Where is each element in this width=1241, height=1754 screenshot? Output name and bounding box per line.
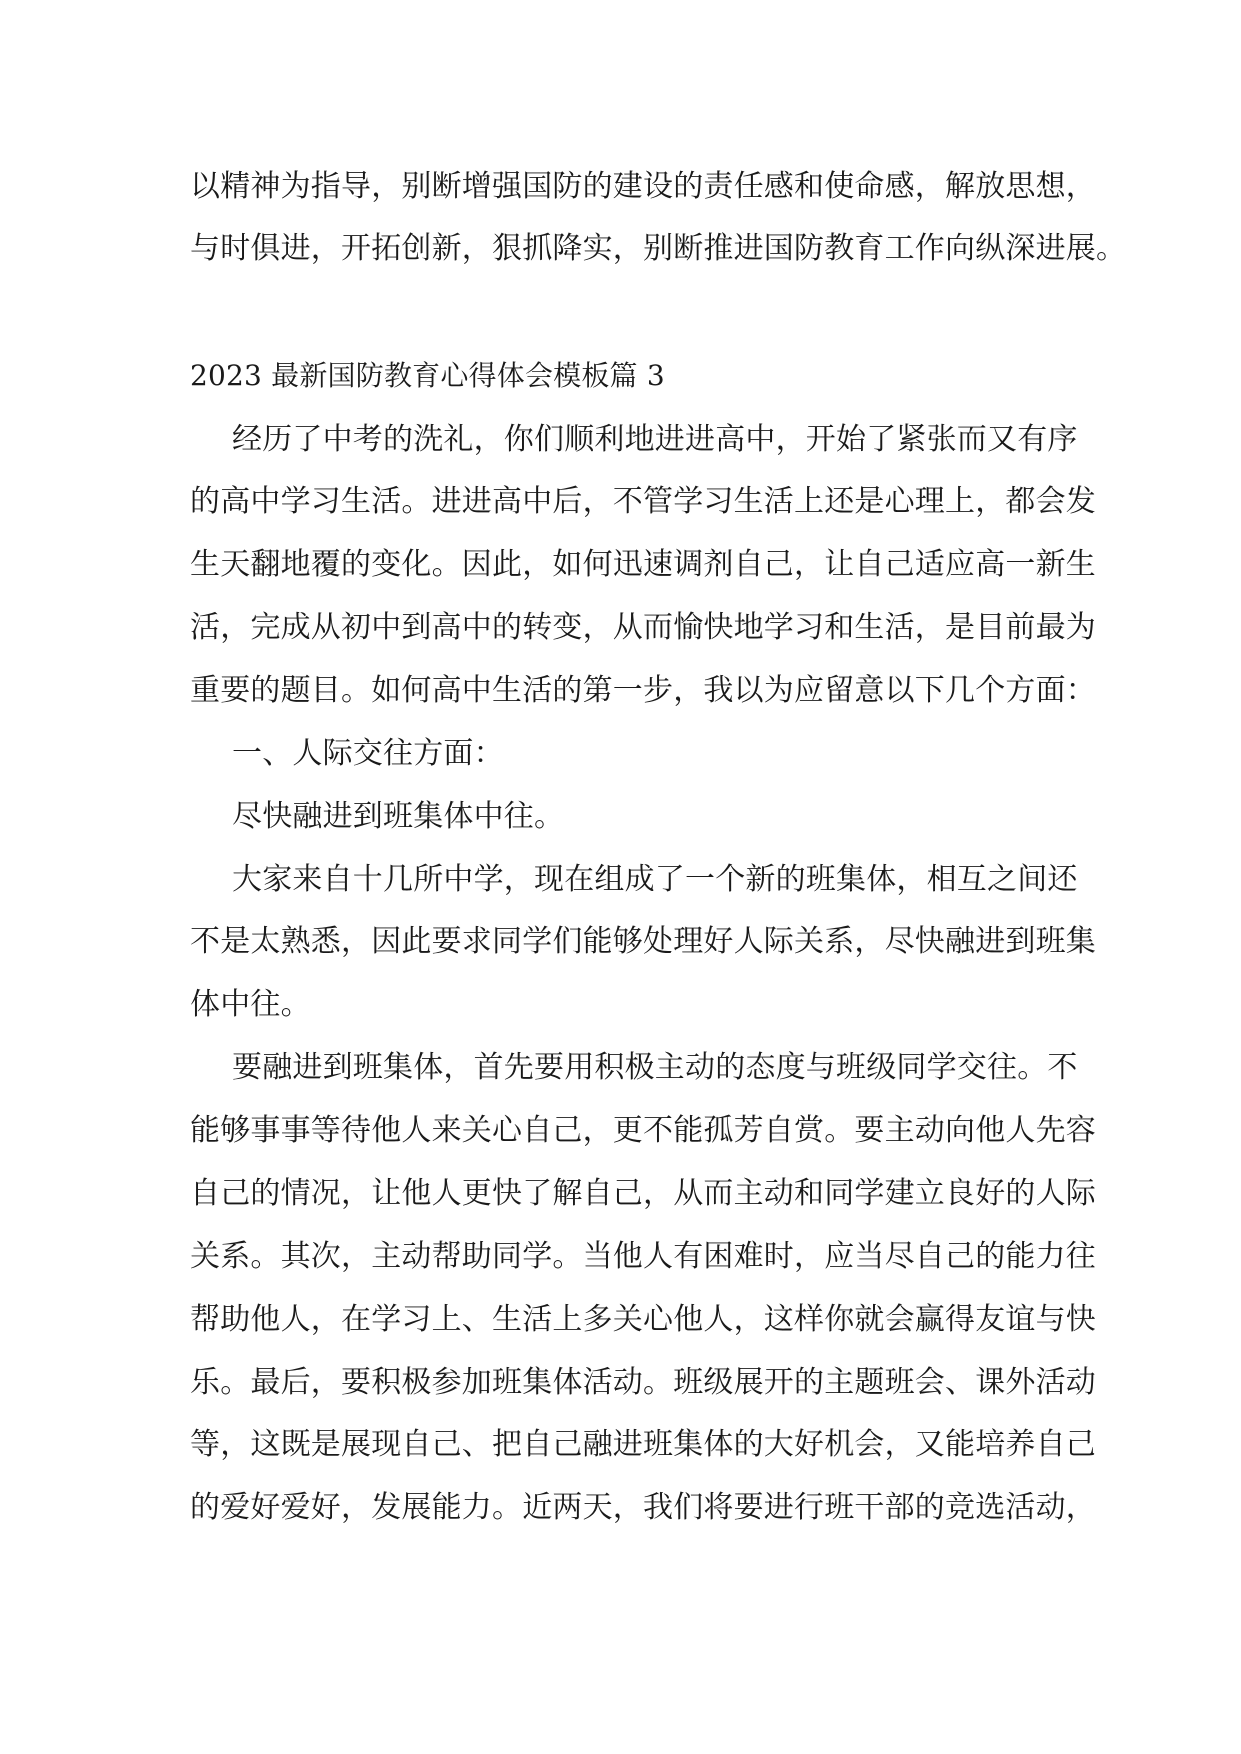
paragraph-line: 不是太熟悉，因此要求同学们能够处理好人际关系，尽快融进到班集 — [190, 924, 1096, 959]
subsection-subheading: 尽快融进到班集体中往。 — [232, 799, 565, 834]
paragraph-line: 体中往。 — [190, 987, 311, 1022]
subsection-heading: 一、人际交往方面： — [232, 736, 504, 771]
paragraph-line: 要融进到班集体，首先要用积极主动的态度与班级同学交往。不 — [232, 1050, 1078, 1085]
paragraph-line: 生天翻地覆的变化。因此，如何迅速调剂自己，让自己适应高一新生 — [190, 547, 1096, 582]
paragraph-line: 的爱好爱好，发展能力。近两天，我们将要进行班干部的竞选活动， — [190, 1490, 1096, 1525]
intro-line-2: 与时俱进，开拓创新，狠抓降实，别断推进国防教育工作向纵深进展。 — [190, 231, 1127, 266]
paragraph-line: 等，这既是展现自己、把自己融进班集体的大好机会，又能培养自己 — [190, 1427, 1096, 1462]
paragraph-line: 关系。其次，主动帮助同学。当他人有困难时，应当尽自己的能力往 — [190, 1239, 1096, 1274]
paragraph-line: 能够事事等待他人来关心自己，更不能孤芳自赏。要主动向他人先容 — [190, 1113, 1096, 1148]
paragraph-line: 经历了中考的洗礼，你们顺利地进进高中，开始了紧张而又有序 — [232, 422, 1078, 457]
section-title: 2023 最新国防教育心得体会模板篇 3 — [190, 359, 665, 392]
intro-line-1: 以精神为指导，别断增强国防的建设的责任感和使命感，解放思想， — [190, 169, 1096, 204]
paragraph-line: 大家来自十几所中学，现在组成了一个新的班集体，相互之间还 — [232, 862, 1078, 897]
paragraph-line: 的高中学习生活。进进高中后，不管学习生活上还是心理上，都会发 — [190, 484, 1096, 519]
paragraph-line: 自己的情况，让他人更快了解自己，从而主动和同学建立良好的人际 — [190, 1176, 1096, 1211]
paragraph-line: 帮助他人，在学习上、生活上多关心他人，这样你就会赢得友谊与快 — [190, 1302, 1096, 1337]
paragraph-line: 活，完成从初中到高中的转变，从而愉快地学习和生活，是目前最为 — [190, 610, 1096, 645]
paragraph-line: 乐。最后，要积极参加班集体活动。班级展开的主题班会、课外活动 — [190, 1365, 1096, 1400]
paragraph-line: 重要的题目。如何高中生活的第一步，我以为应留意以下几个方面： — [190, 673, 1096, 708]
